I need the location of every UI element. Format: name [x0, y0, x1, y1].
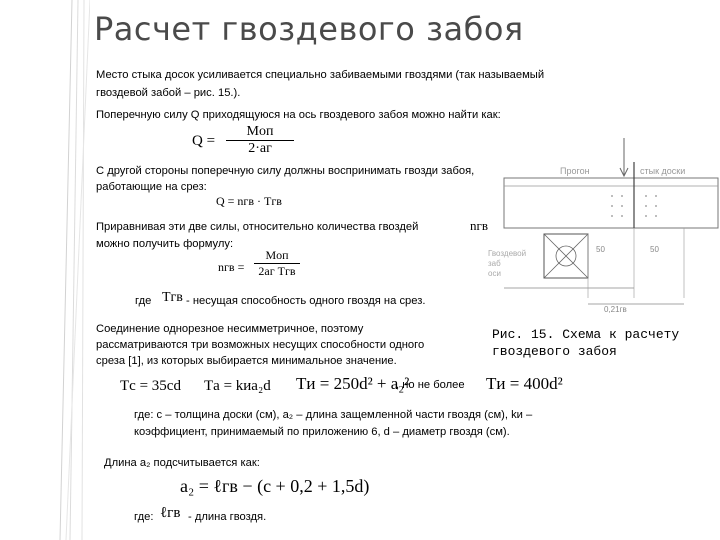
where-t-text: - несущая способность одного гвоздя на срез.	[186, 295, 426, 307]
figure-dim-2: 0,21гв	[604, 305, 627, 314]
q-shear-formula: Q = nгв · Tгв	[216, 194, 282, 208]
figure-label-nailed-3: оси	[488, 269, 501, 278]
where-l-prefix: где:	[134, 511, 154, 523]
figure-label-nailed-1: Гвоздевой	[488, 249, 527, 258]
a2-intro-text: Длина а₂ подсчитывается как:	[104, 457, 260, 469]
where-c-line-2: коэффициент, принимаемый по приложению 6, d – диаметр гвоздя (см).	[134, 426, 510, 438]
but-no-more-text: , но не более	[396, 379, 465, 391]
connection-line-1: Соединение однорезное несимметричное, поэтому	[96, 323, 364, 335]
nail-count-symbol: nгв	[470, 218, 488, 233]
intro-line-1: Место стыка досок усиливается специально забиваемыми гвоздями (так называемый	[96, 69, 545, 81]
connection-line-3: среза [1], из которых выбирается минимальное значение.	[96, 355, 397, 367]
intro-line-2: гвоздевой забой – рис. 15.).	[96, 87, 241, 99]
figure-label-nailed-2: заб	[488, 259, 501, 268]
nail-joint-figure	[484, 128, 720, 318]
connection-line-2: рассматриваются три возможных несущих способности одного	[96, 339, 425, 351]
figure-label-joint: стык доски	[640, 166, 686, 176]
figure-dim-3: 50	[650, 245, 659, 254]
n-formula-lhs: nгв =	[218, 260, 245, 274]
figure-dim-1: 50	[596, 245, 605, 254]
other-side-line-1: С другой стороны поперечную силу должны воспринимать гвозди забоя,	[96, 165, 475, 177]
figure-caption	[492, 326, 679, 360]
where-l-symbol: ℓгв	[160, 505, 181, 521]
figure-caption-line-1: Рис. 15. Схема к расчету	[492, 327, 680, 342]
where-t-symbol: Tгв	[162, 290, 183, 305]
where-l-text: - длина гвоздя.	[188, 511, 267, 523]
where-c-line-1: где: с – толщина доски (см), а₂ – длина защемленной части гвоздя (см), kи –	[134, 409, 533, 421]
q-formula-denominator: 2·aг	[248, 141, 272, 156]
equate-line-2: можно получить формулу:	[96, 238, 234, 250]
q-formula-fraction	[226, 124, 294, 157]
page-title: Расчет гвоздевого забоя	[94, 10, 524, 48]
a2-formula: a₂ = ℓгв − (c + 0,2 + 1,5d)	[180, 476, 370, 496]
n-formula-fraction	[254, 248, 300, 279]
where-t-prefix: где	[135, 295, 152, 307]
n-formula-numerator: Mоп	[265, 248, 289, 262]
shear-force-text: Поперечную силу Q приходящуюся на ось гвоздевого забоя можно найти как:	[96, 109, 501, 121]
decorative-lines	[0, 0, 90, 540]
ti-formula: Tи = 250d² + a₂²	[296, 374, 410, 393]
ti-max-formula: Tи = 400d²	[486, 374, 563, 393]
ta-formula: Tа = kиa₂d	[204, 378, 271, 394]
figure-caption-line-2: гвоздевого забоя	[492, 344, 617, 359]
other-side-line-2: работающие на срез:	[96, 181, 207, 193]
n-formula-denominator: 2aг Tгв	[258, 264, 296, 278]
tc-formula: Tс = 35cd	[120, 378, 181, 394]
q-formula-numerator: Mоп	[246, 124, 274, 139]
figure-label-purlin: Прогон	[560, 166, 590, 176]
q-formula-lhs: Q =	[192, 133, 216, 149]
equate-line-1: Приравнивая эти две силы, относительно количества гвоздей	[96, 221, 419, 233]
